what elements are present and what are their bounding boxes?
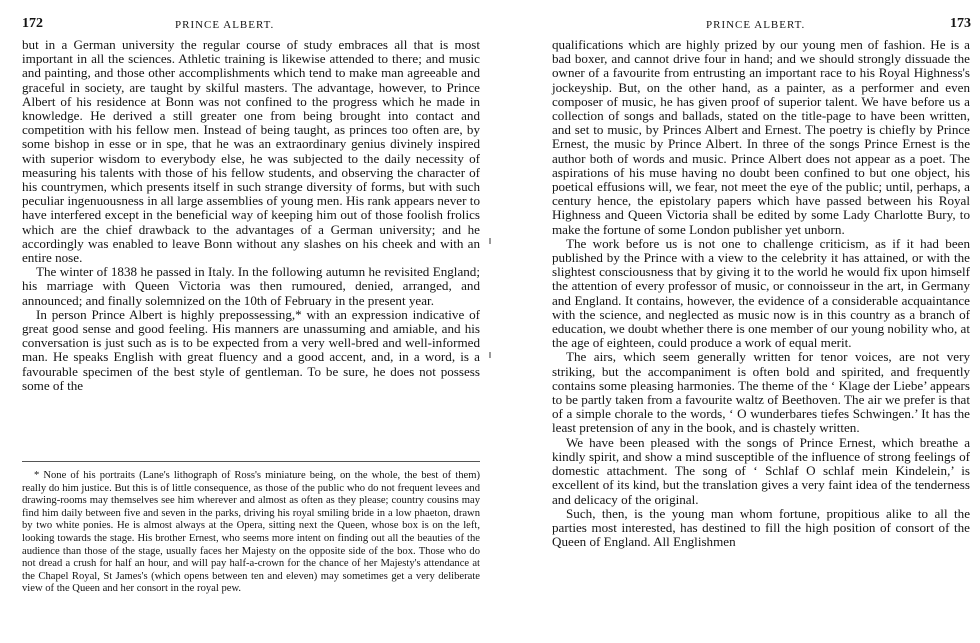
right-page-number: 173 [950,16,971,31]
right-paragraph-3: The airs, which seem generally written for tenor voices, are not very striking, but the accompaniment is often bold and spirited, and frequently contains some pleasing harmonies. The theme of the ‘ Klage der Liebe’ appears to be partly taken from a favourite waltz of Beethoven. The air we prefer is that of a simple chorale to the words, ‘ O wunderbares tiefes Schwingen.’ It has the least pretension of any in the book, and is chastely written. [552,349,970,436]
right-paragraph-5: Such, then, is the young man whom fortune, propitious alike to all the parties most interested, has destined to fill the high position of consort of the Queen of England. All Englishmen [552,505,970,550]
right-paragraph-1: qualifications which are highly prized by our young men of fashion. He is a bad boxer, and cannot drive four in hand; and we should strongly dissuade the owner of a favourite from entrusting an important race to his Royal Highness's jockeyship. But, on the other hand, as a painter, as a performer and even composer of music, he has given proof of superior talent. We have before us a collection of songs and ballads, stated on the title-page to have been written, and set to music, by Princes Albert and Ernest. The poetry is chiefly by Prince Ernest, the music by Prince Albert. In three of the songs Prince Ernest is the author both of words and music. Prince Albert does not appear as a poet. The aspirations of his muse having no doubt been confined to but one object, his poetical effusions will, we fear, not meet the eye of the public; until, perhaps, a century hence, the epistolary papers which have passed between his Royal Highness and Queen Victoria shall be edited by some Lady Charlotte Bury, to make the fortune of some London publisher yet unborn. [552,37,970,237]
gutter-mark [489,238,491,244]
left-running-head: PRINCE ALBERT. [175,19,275,31]
right-body-text [552,38,970,549]
left-paragraph-2: The winter of 1838 he passed in Italy. In the following autumn he revisited England; his marriage with Queen Victoria was then rumoured, denied, arranged, and announced; and finally solemnized on the 10th of February in the present year. [22,264,480,308]
left-paragraph-1: but in a German university the regular course of study embraces all that is most important in all the sciences. Athletic training is likewise attended to there; and music and painting, and those other accomplishments which tend to make man agreeable and graceful in society, are taught by skilful masters. The advantage, however, to Prince Albert of his residence at Bonn was not confined to the progress which he made in knowledge. He derived a still greater one from being brought into contact and competition with his fellow men. Instead of being taught, as princes too often are, by some bishop in esse or in spe, that he was an extraordinary genius divinely inspired with superior wisdom to everybody else, he was subjected to the daily necessity of measuring his talents with those of his fellow students, and observing the character of his countrymen, which presents itself in such strange diversity of forms, but with such peculiar ingenuousness in all large assemblies of young men. His rank appears never to have interfered except in the beneficial way of keeping him out of those foolish frolics which are the chief drawback to the advantages of a German university; and he accordingly was enabled to leave Bonn without any slashes on his cheek and with an entire nose. [22,37,480,266]
footnote-rule [22,461,480,462]
footnote-text: * None of his portraits (Lane's lithograph of Ross's miniature being, on the whole, the best of them) really do him justice. But this is of little consequence, as those of the public who do not frequent levees and drawing-rooms may themselves see him wherever and almost as often as they please; country cousins may find him daily between five and seven in the parks, driving his royal smiling bride in a low phaeton, drawn by two white ponies. He is almost always at the Opera, sitting next the Queen, whose box is on the left, looking towards the stage. His brother Ernest, who seems more intent on finding out all the beauties of the audience than those of the stage, usually faces her Majesty on the opposite side of the box. Those who do not dread a crush for half an hour, and will pay half-a-crown for the chance of her Majesty's attendance at the Chapel Royal, St James's (which opens between ten and eleven) may sometimes get a very deliberate view of the Queen and her consort in the royal pew. [22,470,480,595]
left-paragraph-3: In person Prince Albert is highly prepossessing,* with an expression indicative of great good sense and good feeling. His manners are unassuming and amiable, and his conversation is just such as is to be expected from a very well-bred and well-informed man. He speaks English with great fluency and a good accent, and, in a word, is a favourable specimen of the best style of gentleman. To be sure, he does not possess some of the [22,306,480,393]
left-page-number: 172 [22,16,43,31]
right-page [492,0,980,643]
right-running-head: PRINCE ALBERT. [706,19,806,31]
left-body-text [22,38,480,393]
footnote [22,470,480,596]
right-paragraph-4: We have been pleased with the songs of Prince Ernest, which breathe a kindly spirit, and show a mind susceptible of the influence of strong feelings of domestic attachment. The song of ‘ Schlaf O schlaf mein Kindelein,’ is excellent of its kind, but the translation gives a very faint idea of the tenderness and delicacy of the original. [552,434,970,507]
left-page [0,0,486,643]
gutter-mark [489,352,491,358]
right-paragraph-2: The work before us is not one to challenge criticism, as if it had been published by the Prince with a view to the celebrity it has attained, or with the slightest consciousness that by giving it to the world he would fix upon himself the attention of every professor of music, or connoisseur in the art, in Germany and England. It contains, however, the evidence of a considerable acquaintance with the science, and neglected as music now is in this country as a branch of education, we doubt whether there is one member of our young nobility who, at the age of eighteen, could produce a work of equal merit. [552,235,970,351]
